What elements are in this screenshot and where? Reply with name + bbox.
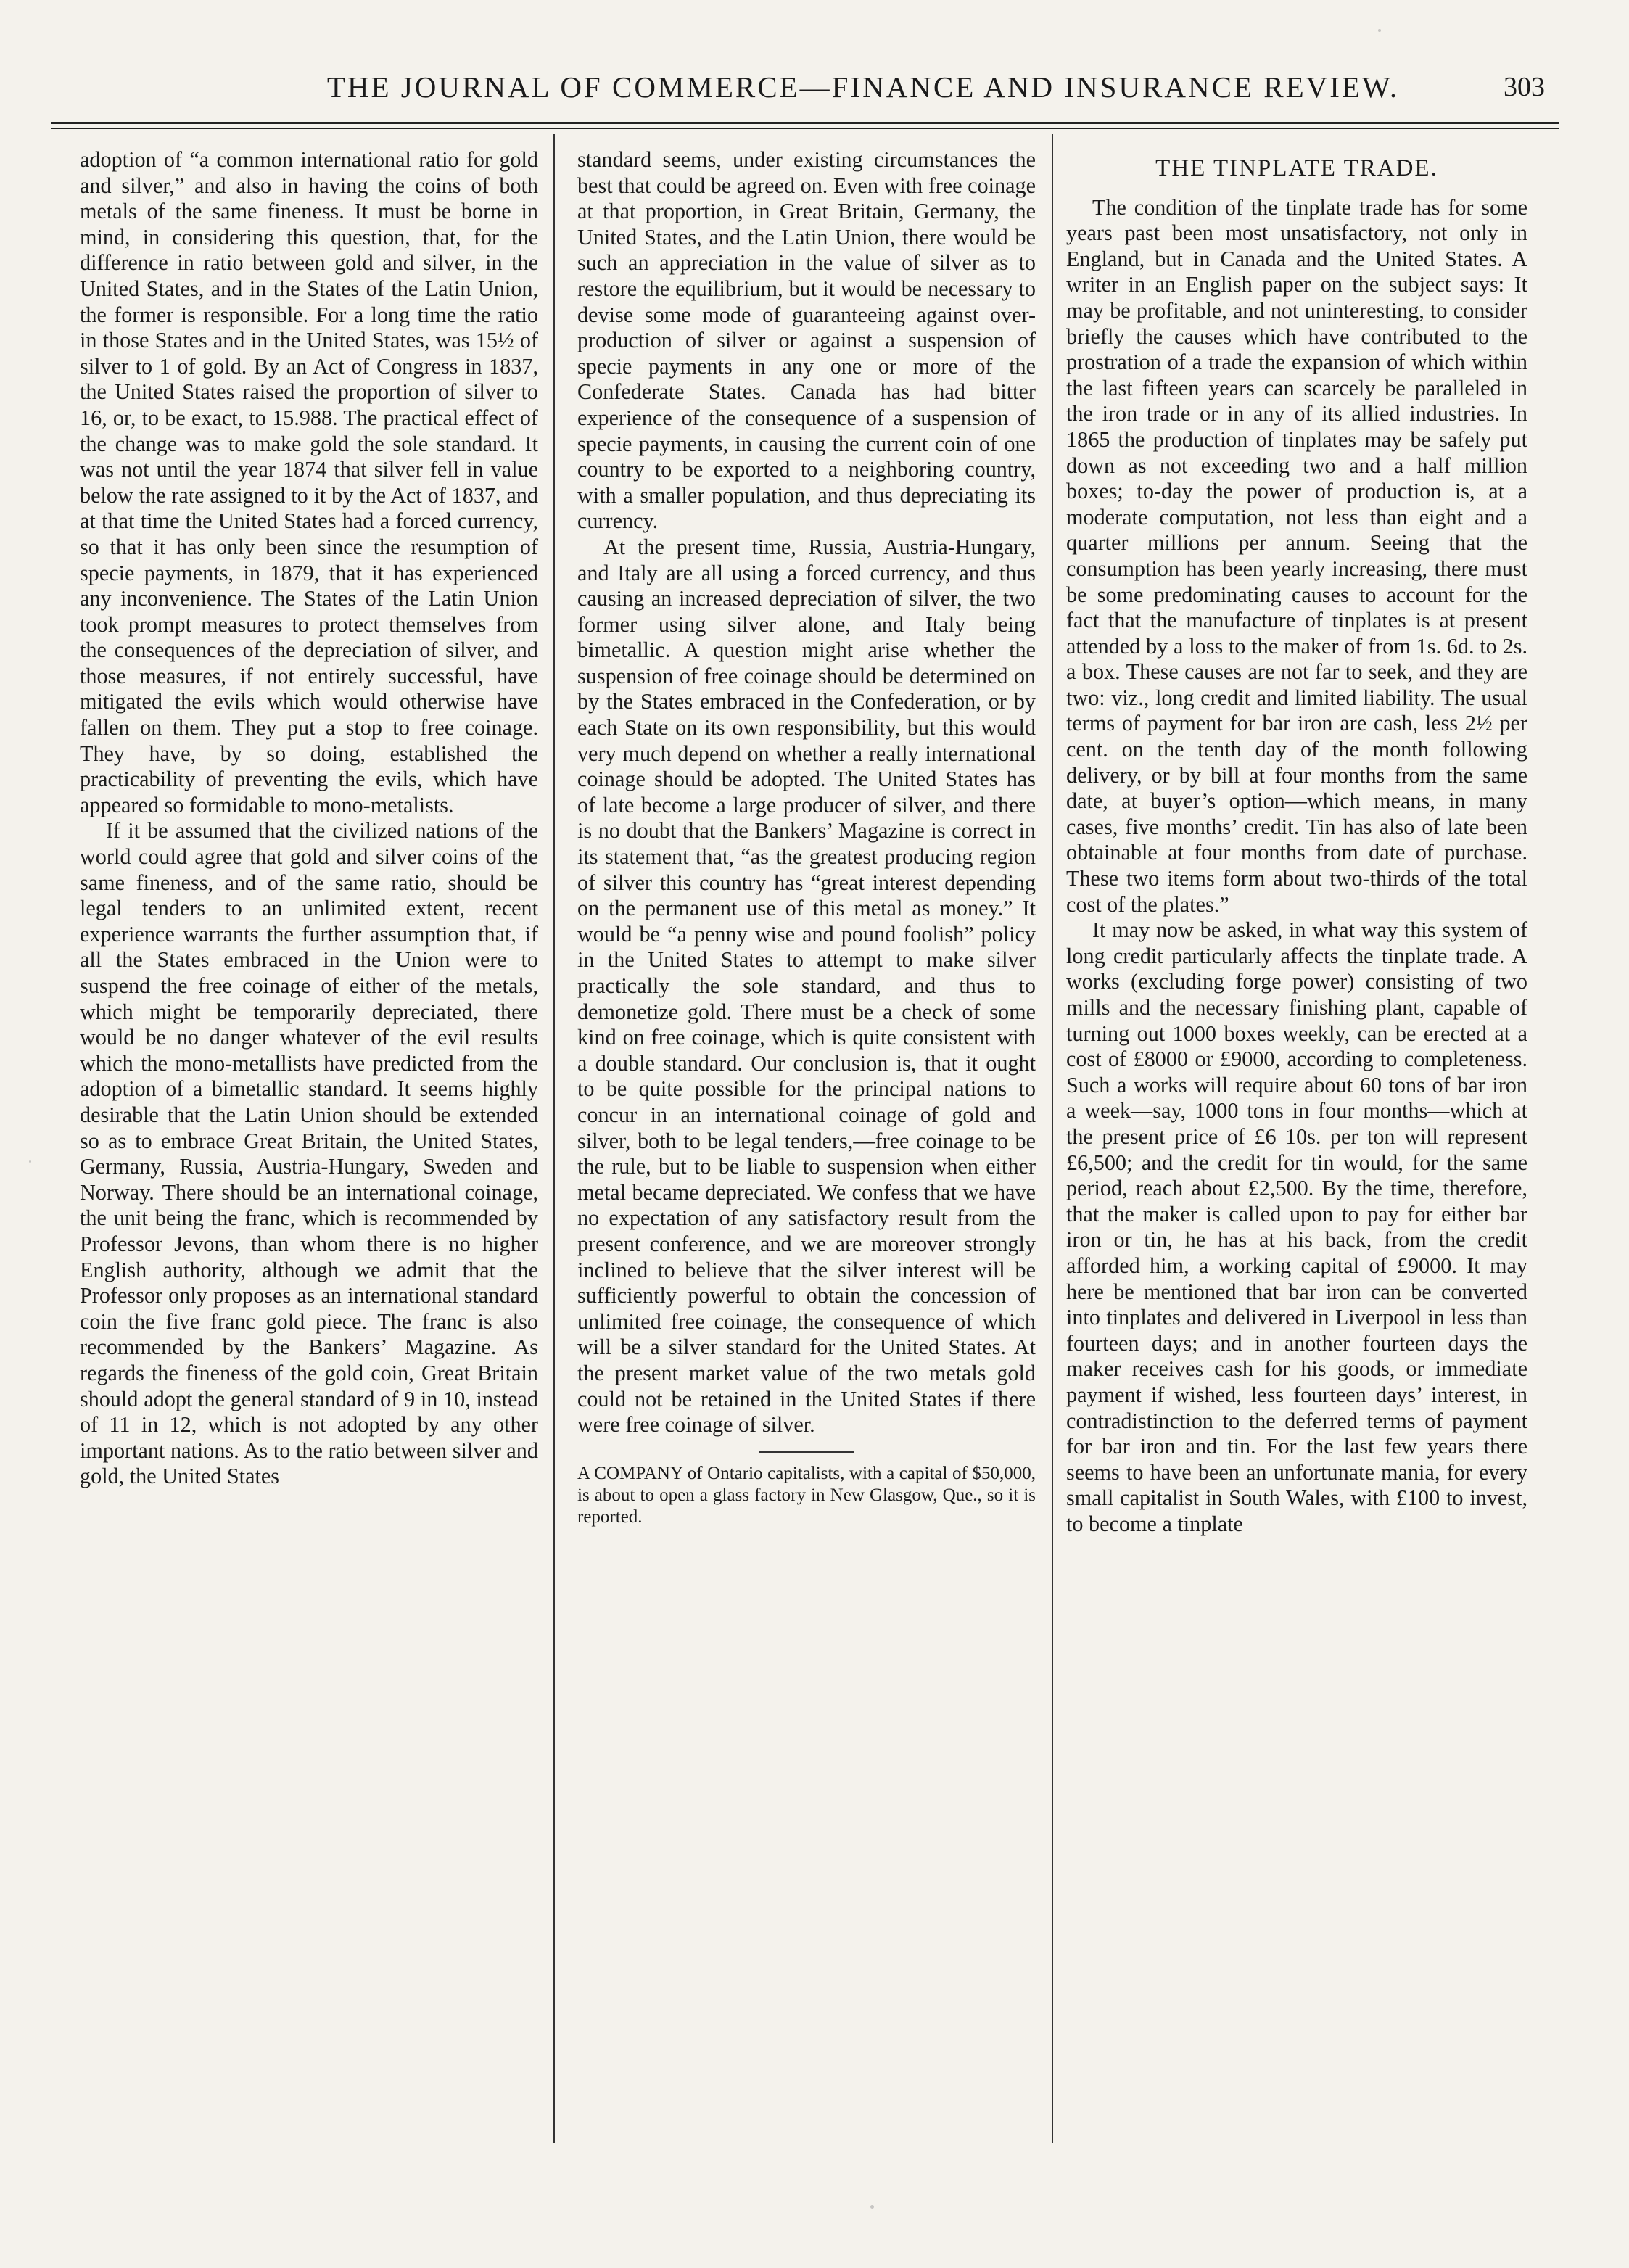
paper-speck xyxy=(29,1160,31,1163)
paragraph: At the present time, Russia, Austria-Hungary, and Italy are all using a forced currency, and thus causing an increased depreciation of silver, the two former using silver alone, and Italy being bimetallic. A question might arise whether the suspension of free coinage should be determined on by the States embraced in the Confederation, or by each State on its own responsibility, but this would very much depend on whether a really international coinage should be adopted. The United States has of late become a large producer of silver, and there is no doubt that the Bankers’ Magazine is correct in its statement that, “as the greatest producing region of silver this country has “great interest depending on the permanent use of this metal as money.” It would be “a penny wise and pound foolish” policy in the United States to attempt to make silver practically the sole standard, and thus to demonetize gold. There must be a check of some kind on free coinage, which is quite consistent with a double standard. Our conclusion is, that it ought to be quite possible for the principal nations to concur in an international coinage of gold and silver, both to be legal tenders,—free coinage to be the rule, but to be liable to suspension when either metal became depreciated. We confess that we have no expectation of any satisfactory result from the present conference, and we are moreover strongly inclined to believe that the silver interest will be sufficiently powerful to obtain the concession of unlimited free coinage, the consequence of which will be a silver standard for the United States. At the present market value of the two metals gold could not be retained in the United States if there were free coinage of silver. xyxy=(577,534,1036,1438)
article-column-3 xyxy=(1066,156,1527,1537)
paragraph: The condition of the tinplate trade has for some years past been most unsatisfactory, not only in England, but in Canada and the United States. A writer in an English paper on the subject says: It may be profitable, and not uninteresting, to consider briefly the causes which have contributed to the prostration of a trade the expansion of which within the last fifteen years can scarcely be paralleled in the iron trade or in any of its allied industries. In 1865 the production of tinplates may be safely put down as not exceeding two and a half million boxes; to-day the power of production is, at a moderate computation, not less than eight and a quarter millions per annum. Seeing that the consumption has been yearly increasing, there must be some predominating causes to account for the fact that the manufacture of tinplates is at present attended by a loss to the maker of from 1s. 6d. to 2s. a box. These causes are not far to seek, and they are two: viz., long credit and limited liability. The usual terms of payment for bar iron are cash, less 2½ per cent. on the tenth day of the month following delivery, or by bill at four months from the same date, at buyer’s option—which means, in many cases, five months’ credit. Tin has also of late been obtainable at four months from date of purchase. These two items form about two-thirds of the total cost of the plates.” xyxy=(1066,194,1527,917)
article-title: THE TINPLATE TRADE. xyxy=(1155,155,1438,181)
paragraph: If it be assumed that the civilized nations of the world could agree that gold and silver coins of the same fineness, and of the same ratio, should be legal tenders to an unlimited extent, recent experience warrants the further assumption that, if all the States embraced in the Union were to suspend the free coinage of either of the metals, which might be temporarily depreciated, there would be no danger whatever of the evil results which the mono-metallists have predicted from the adoption of a bimetallic standard. It seems highly desirable that the Latin Union should be extended so as to embrace Great Britain, the United States, Germany, Russia, Austria-Hungary, Sweden and Norway. There should be an international coinage, the unit being the franc, which is recommended by Professor Jevons, than whom there is no higher English authority, although we admit that the Professor only proposes as an international standard coin the five franc gold piece. The franc is also recommended by the Bankers’ Magazine. As regards the fineness of the gold coin, Great Britain should adopt the general standard of 9 in 10, instead of 11 in 12, which is not adopted by any other important nations. As to the ratio between silver and gold, the United States xyxy=(80,818,538,1489)
article-column-2 xyxy=(577,147,1036,1528)
page-number: 303 xyxy=(1504,72,1545,102)
journal-title: THE JOURNAL OF COMMERCE—FINANCE AND INSURANCE REVIEW. xyxy=(326,70,1400,104)
column-divider xyxy=(1052,134,1053,2143)
paragraph: standard seems, under existing circumstances the best that could be agreed on. Even with free coinage at that proportion, in Great Britain, Germany, the United States, and the Latin Union, there would be such an appreciation in the value of silver as to restore the equilibrium, but it would be necessary to devise some mode of guaranteeing against over-production of silver or against a suspension of specie payments in any one or more of the Confederate States. Canada has had bitter experience of the consequence of a suspension of specie payments, in causing the current coin of one country to be exported to a neighboring country, with a smaller population, and thus depreciating its currency. xyxy=(577,147,1036,534)
paper-speck xyxy=(870,2205,874,2209)
header-rule xyxy=(51,122,1559,124)
footnote-rule xyxy=(759,1451,854,1453)
page-header xyxy=(145,70,1545,113)
paragraph: It may now be asked, in what way this system of long credit particularly affects the tinplate trade. A works (excluding forge power) consisting of two mills and the necessary finishing plant, capable of turning out 1000 boxes weekly, can be erected at a cost of £8000 or £9000, according to completeness. Such a works will require about 60 tons of bar iron a week—say, 1000 tons in four months—which at the present price of £6 10s. per ton will represent £6,500; and the credit for tin would, for the same period, reach about £2,500. By the time, therefore, that the maker is called upon to pay for either bar iron or tin, he has at his back, from the credit afforded him, a working capital of £9000. It may here be mentioned that bar iron can be converted into tinplates and delivered in Liverpool in less than fourteen days; and in another fourteen days the maker receives cash for his goods, or immediate payment if wished, less fourteen days’ interest, in contradistinction to the deferred terms of payment for bar iron and tin. For the last few years there seems to have been an unfortunate mania, for every small capitalist in South Wales, with £100 to invest, to become a tinplate xyxy=(1066,917,1527,1536)
header-rule-thin xyxy=(51,128,1559,129)
news-brief: A COMPANY of Ontario capitalists, with a capital of $50,000, is about to open a glass factory in New Glasgow, Que., so it is reported. xyxy=(577,1463,1036,1527)
paper-speck xyxy=(1378,29,1381,32)
paragraph: adoption of “a common international ratio for gold and silver,” and also in having the coins of both metals of the same fineness. It must be borne in mind, in considering this question, that, for the difference in ratio between gold and silver, in the United States, and in the States of the Latin Union, the former is responsible. For a long time the ratio in those States and in the United States, was 15½ of silver to 1 of gold. By an Act of Congress in 1837, the United States raised the proportion of silver to 16, or, to be exact, to 15.988. The practical effect of the change was to make gold the sole standard. It was not until the year 1874 that silver fell in value below the rate assigned to it by the Act of 1837, and at that time the United States had a forced currency, so that it has only been since the resumption of specie payments, in 1879, that it has experienced any inconvenience. The States of the Latin Union took prompt measures to protect themselves from the consequences of the depreciation of silver, and those measures, if not entirely successful, have mitigated the evils which would otherwise have fallen on them. They put a stop to free coinage. They have, by so doing, established the practicability of preventing the evils, which have appeared so formidable to mono-metalists. xyxy=(80,147,538,817)
article-column-1 xyxy=(80,147,538,1490)
column-divider xyxy=(553,134,555,2143)
